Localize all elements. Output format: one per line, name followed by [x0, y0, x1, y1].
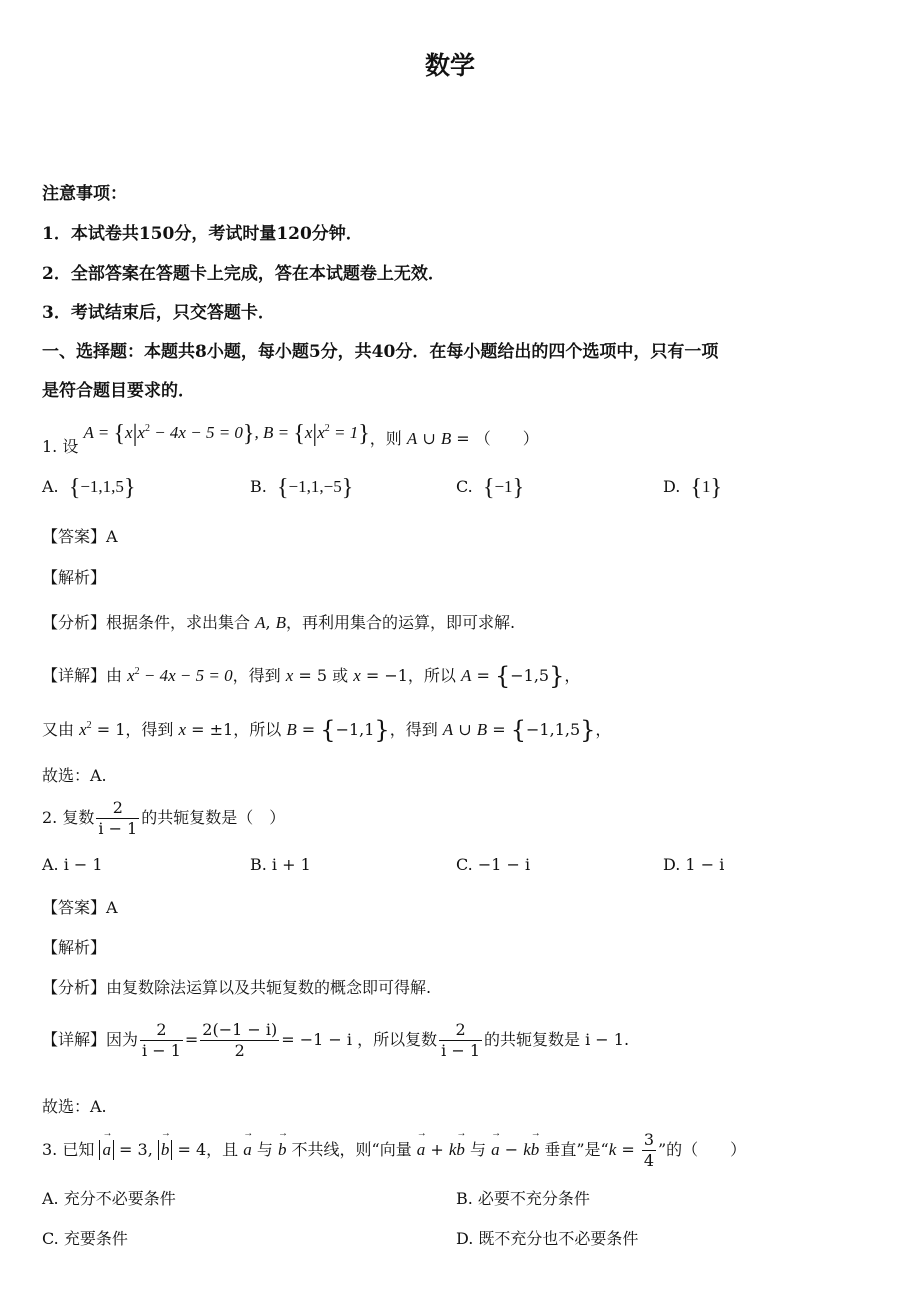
- q1-detail-line2: 又由 $x^2 = 1$，得到 x = ±1，所以 B = {−1,1}，得到 A ∪ B = {−1,1,5}，: [42, 716, 612, 744]
- q2-analysis-label: 【解析】: [42, 938, 107, 957]
- q2-fenxi: 【分析】由复数除法运算以及共轭复数的概念即可得解.: [42, 978, 432, 997]
- q1-option-c: C. {−1}: [456, 475, 525, 501]
- q1-option-d: D. {1}: [663, 475, 723, 501]
- q3-option-b: B. 必要不充分条件: [456, 1189, 590, 1208]
- q1-fenxi: 【分析】根据条件，求出集合 A, B，再利用集合的运算，即可求解.: [42, 613, 516, 632]
- section-heading-line2: 是符合题目要求的．: [42, 381, 195, 401]
- notice-item-3: 3．考试结束后，只交答题卡．: [42, 303, 275, 323]
- q1-option-b: B. {−1,1,−5}: [250, 475, 354, 501]
- q3-option-d: D. 既不充分也不必要条件: [456, 1229, 639, 1248]
- q2-choose: 故选：A.: [42, 1097, 107, 1116]
- question-1-stem: 1. 设 $A = \{x|x^2 - 4x - 5 = 0\}$, $B = \{x|x^2 = 1\}$，则 A ∪ B = （ ）: [42, 421, 539, 456]
- page-title: 数学: [424, 51, 475, 80]
- notice-item-2: 2．全部答案在答题卡上完成，答在本试题卷上无效．: [42, 264, 445, 284]
- notice-item-1: 1．本试卷共150分，考试时量120分钟．: [42, 224, 363, 244]
- q2-option-d: D. 1 − i: [663, 855, 725, 874]
- q2-option-a: A. i − 1: [42, 855, 103, 874]
- q3-option-c: C. 充要条件: [42, 1229, 128, 1248]
- question-2-stem: 2. 复数 $\frac{2}{i - 1}$ 的共轭复数是（ ）: [42, 798, 286, 838]
- q2-answer: 【答案】A: [42, 898, 118, 917]
- q1-analysis-label: 【解析】: [42, 568, 107, 587]
- q1-detail-line1: 【详解】由 $x^2 - 4x - 5 = 0$，得到 x = 5 或 x = −1，所以 A = {−1,5}，: [42, 662, 581, 690]
- q3-option-a: A. 充分不必要条件: [42, 1189, 176, 1208]
- notice-heading: 注意事项：: [42, 184, 127, 204]
- q2-option-c: C. −1 − i: [456, 855, 531, 874]
- question-3-stem: 3. 已知 → a = 3, → b = 4，且 → a 与 → b 不共线，则“向量 → a + k→ b 与 → a − k→ b 垂直”是“k = $\frac{3}{4}$ ”的（ ）: [42, 1130, 746, 1171]
- q1-choose: 故选：A.: [42, 766, 107, 785]
- q2-option-b: B. i + 1: [250, 855, 311, 874]
- q2-detail: 【详解】因为 $\frac{2}{i - 1}$ = $\frac{2(-1 - i)}{2}$ = −1 − i ，所以复数 $\frac{2}{i - 1}$ 的共轭复数是 i − 1.: [42, 1020, 630, 1060]
- q1-answer: 【答案】A: [42, 527, 118, 546]
- q1-option-a: A. {−1,1,5}: [42, 475, 136, 501]
- section-heading-line1: 一、选择题：本题共8小题，每小题5分，共40分．在每小题给出的四个选项中，只有一项: [42, 342, 719, 362]
